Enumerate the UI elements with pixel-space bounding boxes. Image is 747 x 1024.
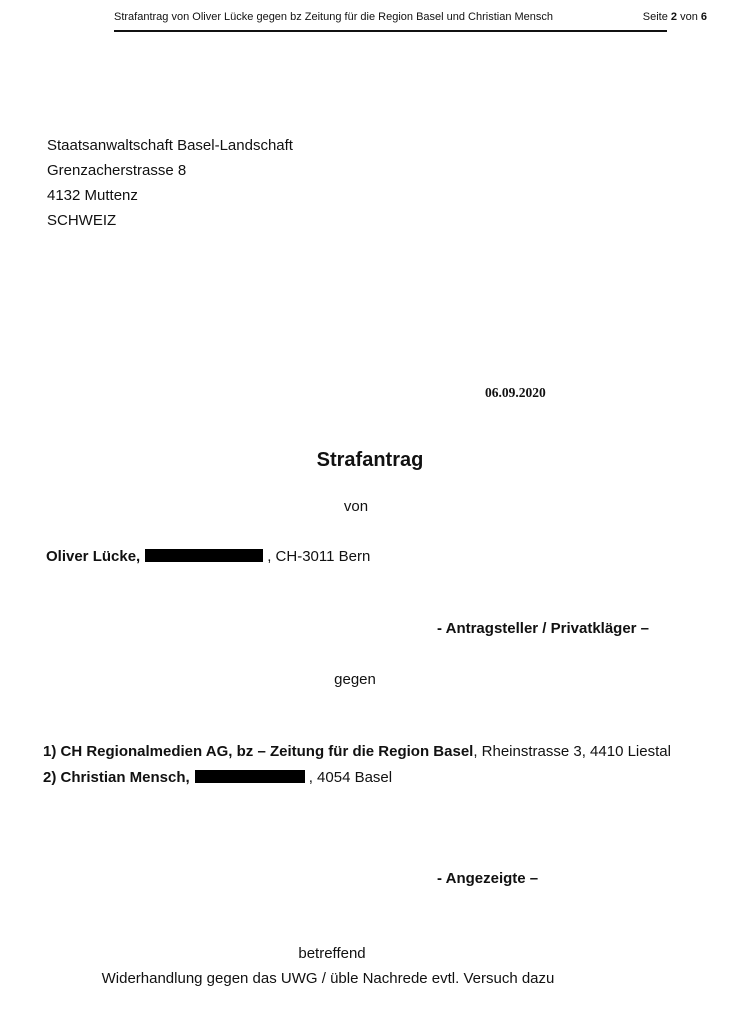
claimant-name: Oliver Lücke, [46, 548, 141, 565]
claimant-location: , CH-3011 Bern [267, 548, 371, 565]
address-line: Staatsanwaltschaft Basel-Landschaft [47, 137, 293, 154]
defendants-role: - Angezeigte – [437, 870, 539, 887]
address-line: 4132 Muttenz [47, 187, 138, 204]
defendant-line-1 [43, 742, 671, 761]
defendant-2-name: 2) Christian Mensch, [43, 769, 190, 786]
header-rule [114, 30, 667, 32]
defendant-2-address: , 4054 Basel [308, 769, 393, 786]
document-date: 06.09.2020 [485, 385, 546, 400]
defendant-1-name: 1) CH Regionalmedien AG, bz – Zeitung für die Region Basel [43, 743, 474, 760]
address-line: SCHWEIZ [47, 212, 117, 229]
page-number-current: 2 [670, 11, 678, 23]
redaction-bar [145, 549, 263, 562]
von-label: von [343, 498, 369, 515]
recipient-address [47, 133, 293, 233]
claimant-line [46, 547, 370, 566]
page-number-middle: von [677, 11, 701, 23]
header-title: Strafantrag von Oliver Lücke gegen bz Zeitung für die Region Basel und Christian Mensch [114, 11, 554, 23]
page-number-prefix: Seite [642, 11, 671, 23]
address-line: Grenzacherstrasse 8 [47, 162, 187, 179]
page-number [643, 10, 707, 25]
claimant-role: - Antragsteller / Privatkläger – [437, 620, 650, 637]
betreffend-label: betreffend [298, 945, 366, 962]
page-number-total: 6 [700, 11, 707, 23]
document-title: Strafantrag [316, 449, 424, 471]
defendant-1-address: , Rheinstrasse 3, 4410 Liestal [473, 743, 671, 760]
subject-line: Widerhandlung gegen das UWG / üble Nachrede evtl. Versuch dazu [101, 970, 555, 987]
redaction-bar [195, 770, 305, 783]
gegen-label: gegen [334, 671, 376, 688]
defendant-line-2 [43, 768, 392, 787]
